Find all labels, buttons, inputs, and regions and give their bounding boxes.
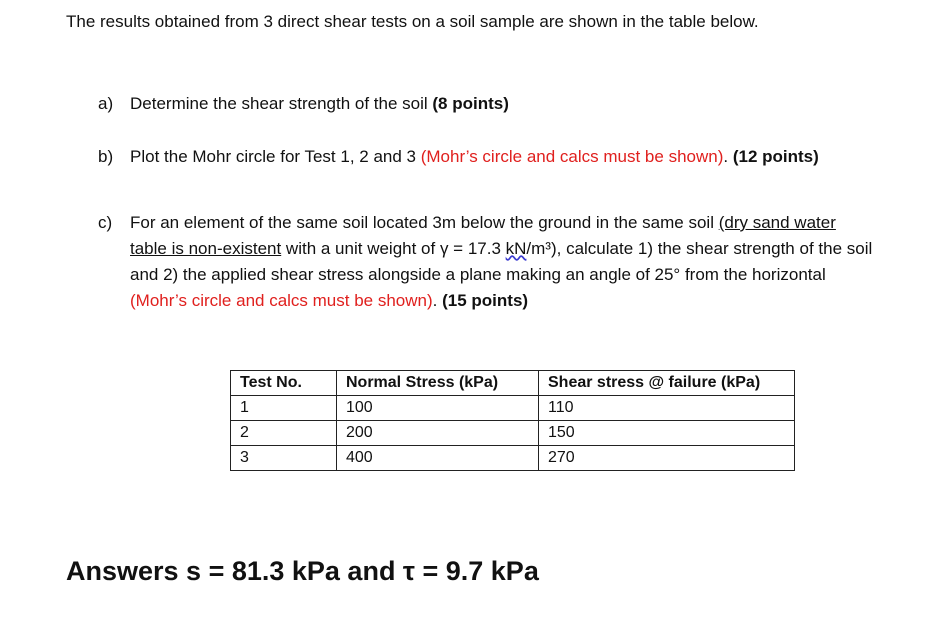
- question-c-text-1: For an element of the same soil located 3m below the ground in the same soil: [130, 213, 719, 232]
- question-c-points: (15 points): [442, 291, 529, 310]
- cell-test-no: 2: [231, 421, 337, 446]
- cell-shear-stress: 110: [539, 396, 795, 421]
- cell-normal-stress: 400: [337, 446, 539, 471]
- question-c-text-2: with a unit weight of γ = 17.3: [281, 239, 506, 258]
- question-b-note: (Mohr’s circle and calcs must be shown): [420, 147, 724, 166]
- header-shear-stress: Shear stress @ failure (kPa): [539, 371, 795, 396]
- question-a-letter: a): [98, 94, 114, 113]
- answer-text: Answers s = 81.3 kPa and τ = 9.7 kPa: [66, 556, 539, 586]
- cell-normal-stress: 100: [337, 396, 539, 421]
- question-c-punct: .: [432, 291, 443, 310]
- cell-normal-stress: 200: [337, 421, 539, 446]
- table-row: [231, 396, 795, 421]
- cell-shear-stress: 270: [539, 446, 795, 471]
- shear-test-table: [230, 370, 795, 471]
- intro-text: The results obtained from 3 direct shear tests on a soil sample are shown in the table below.: [66, 12, 759, 31]
- table-row: [231, 446, 795, 471]
- question-c-letter: c): [98, 213, 113, 232]
- cell-test-no: 1: [231, 396, 337, 421]
- question-b-points: (12 points): [732, 147, 819, 166]
- question-a-points: (8 points): [432, 94, 509, 113]
- cell-shear-stress: 150: [539, 421, 795, 446]
- header-normal-stress: Normal Stress (kPa): [337, 371, 539, 396]
- question-c-body: [130, 210, 875, 314]
- question-c-note: (Mohr’s circle and calcs must be shown): [130, 291, 433, 310]
- question-c-text-3: /m³), calculate 1) the shear strength of the soil and 2) the applied shear stress alongside a plane making an angle of 25° from the horizontal: [130, 239, 873, 284]
- header-test-no: Test No.: [231, 371, 337, 396]
- question-b-text: Plot the Mohr circle for Test 1, 2 and 3: [130, 147, 421, 166]
- cell-test-no: 3: [231, 446, 337, 471]
- table-header-row: [231, 371, 795, 396]
- question-c-underlined: (dry sand water table is non-existent: [130, 213, 836, 258]
- table-row: [231, 421, 795, 446]
- question-b-punct: .: [723, 147, 733, 166]
- question-a-body: [130, 91, 870, 117]
- question-c-unit: kN: [505, 239, 527, 258]
- question-b-letter: b): [98, 147, 114, 166]
- question-b-body: [130, 144, 870, 170]
- question-a-text: Determine the shear strength of the soil: [130, 94, 433, 113]
